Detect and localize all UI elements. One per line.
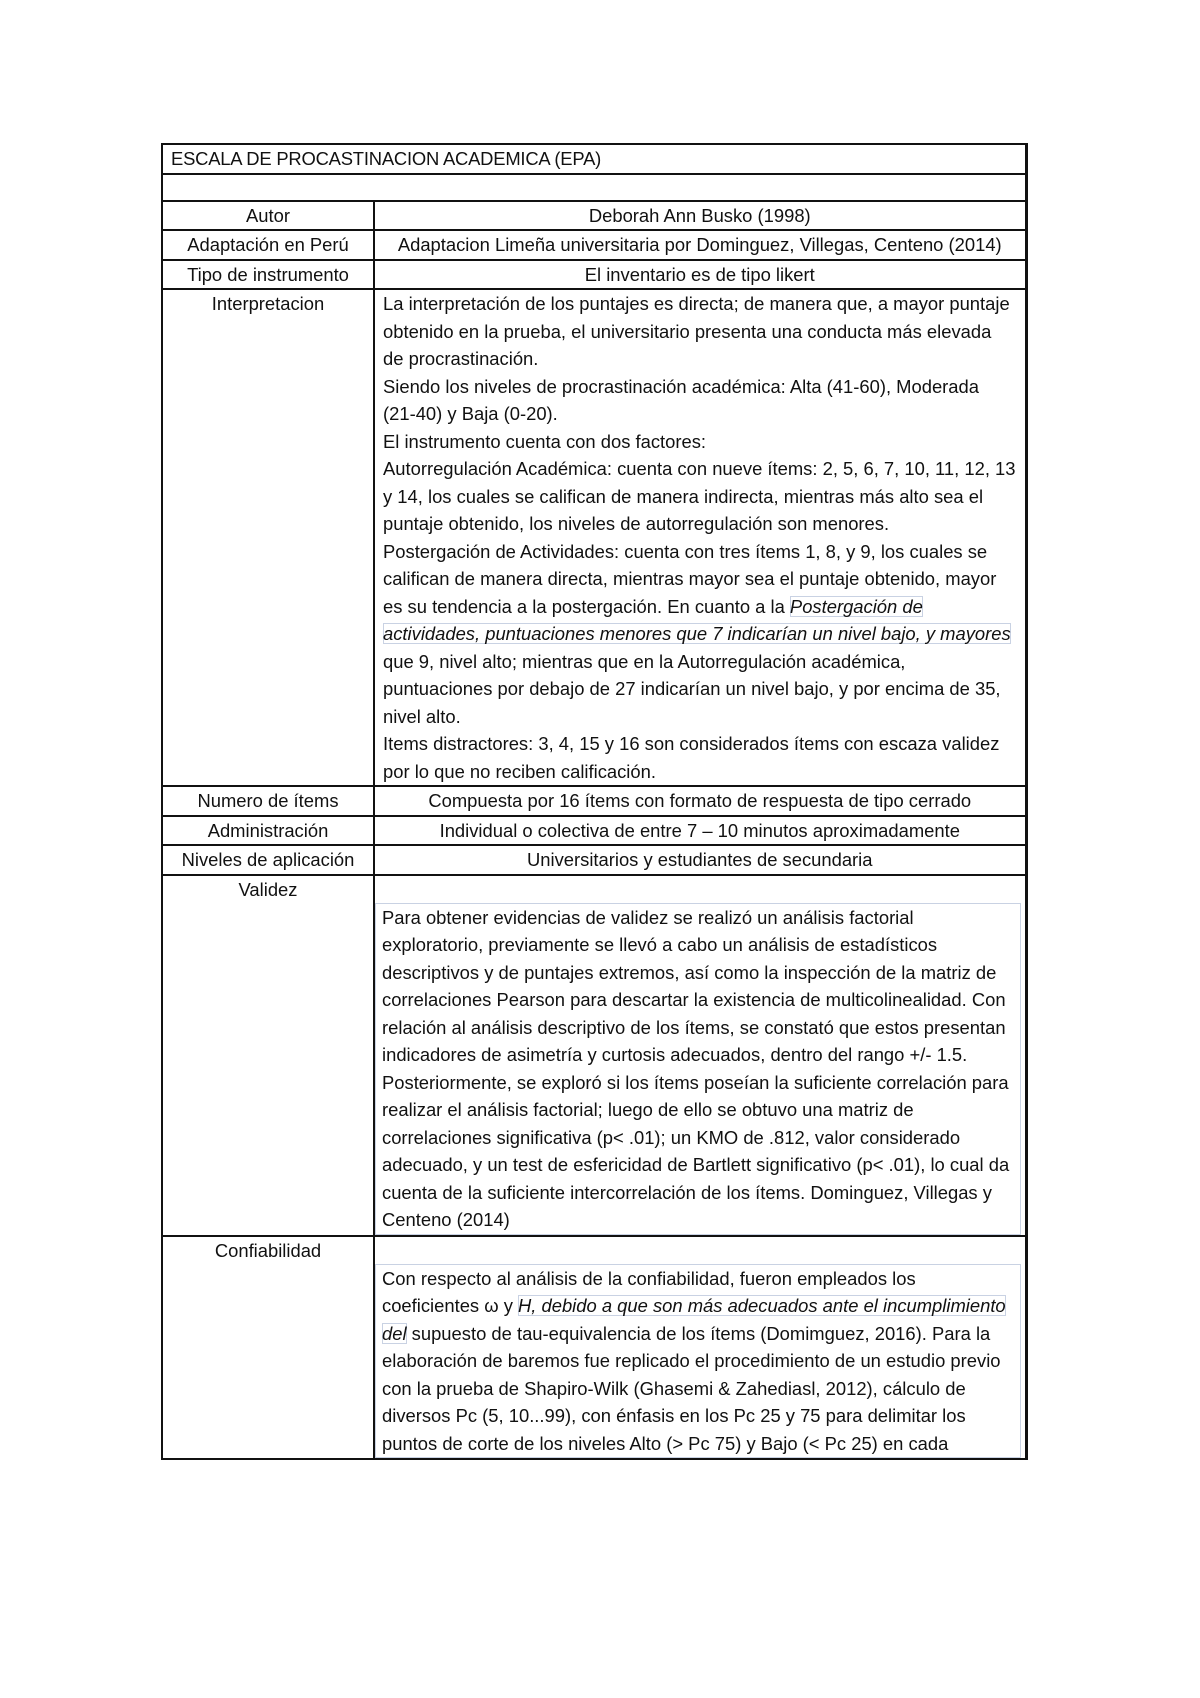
label-interpretacion: Interpretacion (162, 289, 374, 786)
label-numero-items: Numero de ítems (162, 786, 374, 816)
label-validez: Validez (162, 875, 374, 1236)
interpretacion-p6: Items distractores: 3, 4, 15 y 16 son considerados ítems con escaza validez por lo que no reciben calificación. (383, 733, 1000, 782)
row-tipo (162, 260, 1026, 290)
row-numero-items (162, 786, 1026, 816)
interpretacion-p5-italic: Postergación de actividades, puntuaciones menores que 7 indicarían un nivel bajo, y mayores (383, 595, 1011, 644)
confiabilidad-start: Con respecto al análisis de la confiabilidad, fueron empleados los coeficientes ω y (382, 1267, 916, 1316)
value-interpretacion (374, 289, 1026, 786)
interpretacion-p5 (383, 538, 1017, 731)
value-confiabilidad (375, 1264, 1021, 1459)
value-autor: Deborah Ann Busko (1998) (374, 201, 1026, 231)
label-niveles: Niveles de aplicación (162, 845, 374, 875)
row-interpretacion (162, 289, 1026, 786)
label-administracion: Administración (162, 816, 374, 846)
value-niveles: Universitarios y estudiantes de secundaria (374, 845, 1026, 875)
interpretacion-p2: Siendo los niveles de procrastinación académica: Alta (41-60), Moderada (21-40) y Baja (0-20). (383, 375, 979, 424)
label-tipo: Tipo de instrumento (162, 260, 374, 290)
value-validez: Para obtener evidencias de validez se realizó un análisis factorial exploratorio, previamente se llevó a cabo un análisis de estadísticos descriptivos y de puntajes extremos, así como la inspección de la matriz de correlaciones Pearson para descartar la existencia de multicolinealidad. Con relación al análisis descriptivo de los ítems, se constató que estos presentan indicadores de asimetría y curtosis adecuados, dentro del rango +/- 1.5. Posteriormente, se exploró si los ítems poseían la suficiente correlación para realizar el análisis factorial; luego de ello se obtuvo una matriz de correlaciones significativa (p< .01); un KMO de .812, valor considerado adecuado, y un test de esfericidad de Bartlett significativo (p< .01), lo cual da cuenta de la suficiente intercorrelación de los ítems. Dominguez, Villegas y Centeno (2014) (375, 903, 1021, 1235)
title-row (162, 144, 1026, 174)
value-administracion: Individual o colectiva de entre 7 – 10 minutos aproximadamente (374, 816, 1026, 846)
label-autor: Autor (162, 201, 374, 231)
document-title: ESCALA DE PROCASTINACION ACADEMICA (EPA) (162, 144, 1026, 174)
row-administracion (162, 816, 1026, 846)
instrument-table (161, 143, 1028, 1460)
row-adaptacion (162, 230, 1026, 260)
value-confiabilidad-cell (374, 1236, 1026, 1460)
interpretacion-p5-end: que 9, nivel alto; mientras que en la Autorregulación académica, puntuaciones por debajo de 27 indicarían un nivel bajo, y por encima de 35, nivel alto. (383, 650, 1001, 727)
row-confiabilidad (162, 1236, 1026, 1460)
interpretacion-p5-start: Postergación de Actividades: cuenta con tres ítems 1, 8, y 9, los cuales se califican de manera directa, mientras mayor sea el puntaje obtenido, mayor es su tendencia a la postergación. En cuanto a la (383, 540, 997, 617)
value-tipo: El inventario es de tipo likert (374, 260, 1026, 290)
empty-cell (162, 174, 1026, 201)
interpretacion-p4: Autorregulación Académica: cuenta con nueve ítems: 2, 5, 6, 7, 10, 11, 12, 13 y 14, los cuales se califican de manera indirecta, mientras más alto sea el puntaje obtenido, los niveles de autorregulación son menores. (383, 458, 1016, 534)
value-adaptacion: Adaptacion Limeña universitaria por Dominguez, Villegas, Centeno (2014) (374, 230, 1026, 260)
empty-row (162, 174, 1026, 201)
label-adaptacion: Adaptación en Perú (162, 230, 374, 260)
row-niveles (162, 845, 1026, 875)
row-autor (162, 201, 1026, 231)
interpretacion-p3: El instrumento cuenta con dos factores: (383, 430, 707, 452)
confiabilidad-end: supuesto de tau-equivalencia de los ítems (Domimguez, 2016). Para la elaboración de baremos fue replicado el procedimiento de un estudio previo con la prueba de Shapiro-Wilk (Ghasemi & Zahediasl, 2012), cálculo de diversos Pc (5, 10...99), con énfasis en los Pc 25 y 75 para delimitar los puntos de corte de los niveles Alto (> Pc 75) y Bajo (< Pc 25) en cada (382, 1322, 1001, 1454)
confiabilidad-italic: H, debido a que son más adecuados ante el incumplimiento del (382, 1295, 1006, 1344)
label-confiabilidad: Confiabilidad (162, 1236, 374, 1460)
value-numero-items: Compuesta por 16 ítems con formato de respuesta de tipo cerrado (374, 786, 1026, 816)
value-validez-cell (374, 875, 1026, 1236)
interpretacion-p1: La interpretación de los puntajes es directa; de manera que, a mayor puntaje obtenido en la prueba, el universitario presenta una conducta más elevada de procrastinación. (383, 293, 1010, 369)
row-validez (162, 875, 1026, 1236)
